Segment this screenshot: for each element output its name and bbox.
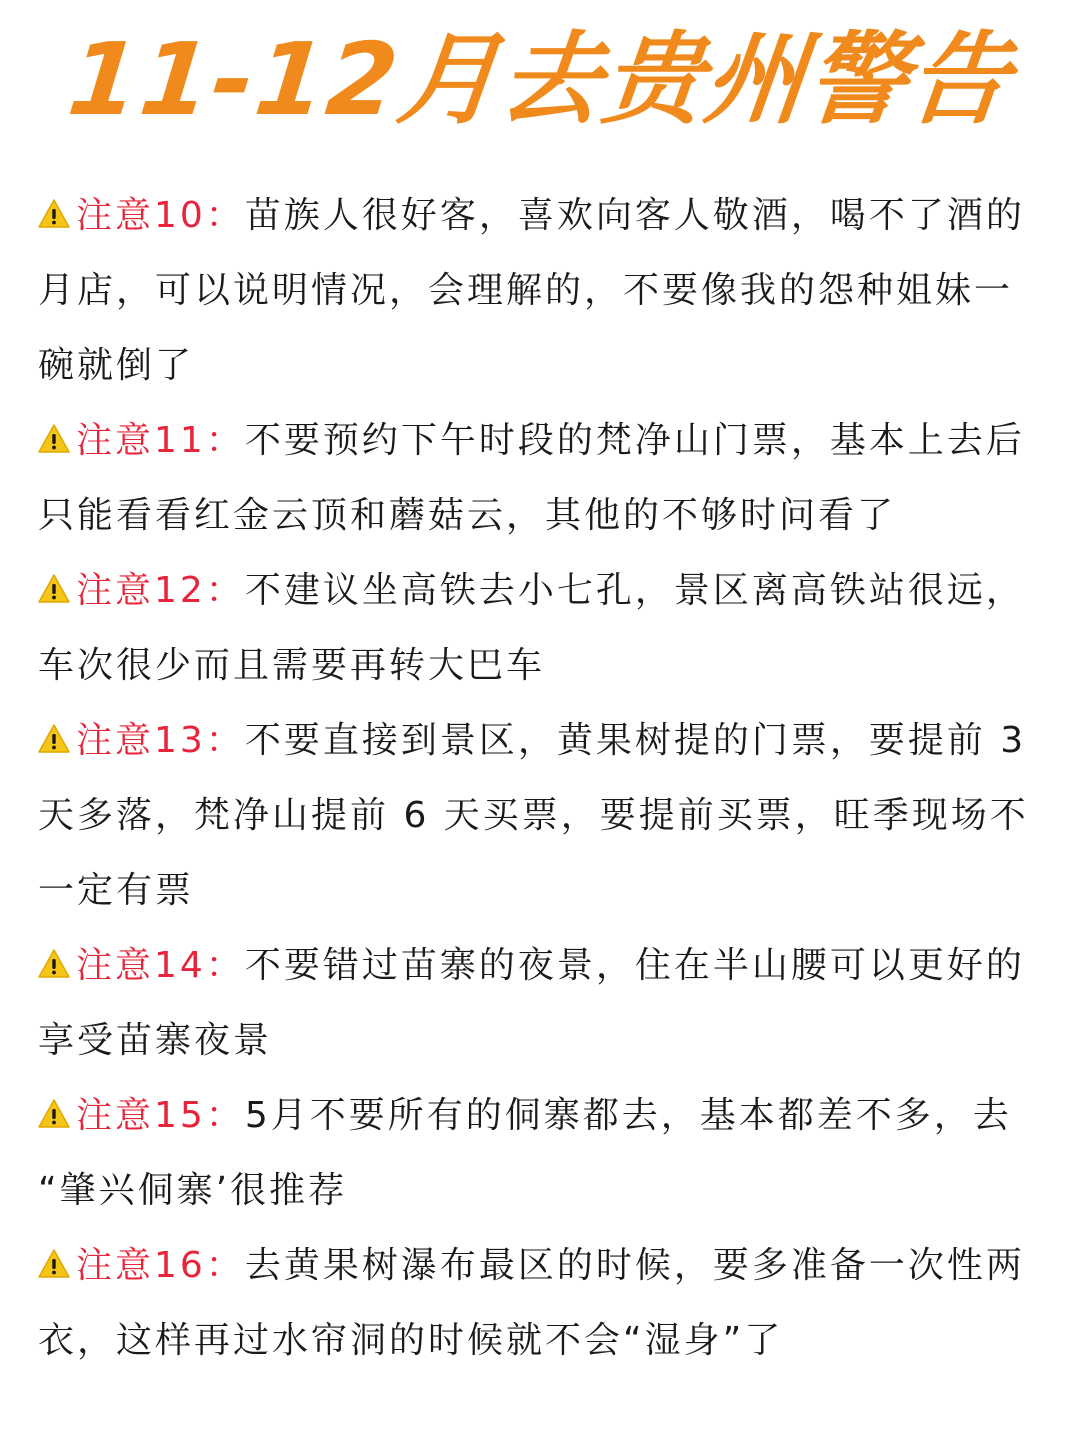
- note-item: [38, 1078, 1048, 1228]
- warning-icon: [38, 198, 70, 230]
- notes-list: [38, 178, 1048, 1378]
- warning-icon: [38, 948, 70, 980]
- note-label: 注意12：: [76, 570, 245, 611]
- note-item: [38, 928, 1048, 1078]
- note-label: 注意14：: [76, 945, 245, 986]
- note-label: 注意13：: [76, 720, 245, 761]
- note-item: [38, 178, 1048, 403]
- note-text: 不要预约下午时段的梵净山门票，基本上去后只能看看红金云顶和蘑菇云，其他的不够时问看了: [38, 420, 1025, 536]
- warning-icon: [38, 723, 70, 755]
- note-label: 注意11：: [76, 420, 245, 461]
- note-label: 注意16：: [76, 1245, 245, 1286]
- note-item: [38, 403, 1048, 553]
- note-text: 去黄果树瀑布最区的时候，要多准备一次性两衣，这样再过水帘洞的时候就不会“湿身”了: [38, 1245, 1025, 1361]
- note-text: 不要直接到景区，黄果树提的门票，要提前 3 天多落，梵净山提前 6 天买票，要提前买票，旺季现场不一定有票: [38, 720, 1029, 911]
- note-text: 不建议坐高铁去小七孔，景区离高铁站很远，车次很少而且需要再转大巴车: [38, 570, 1025, 686]
- note-text: 5月不要所有的侗寨都去，基本都差不多，去 “肇兴侗寨’很推荐: [38, 1095, 1012, 1211]
- warning-icon: [38, 573, 70, 605]
- warning-icon: [38, 1248, 70, 1280]
- note-text: 苗族人很好客，喜欢向客人敬酒，喝不了酒的月店，可以说明情况，会理解的，不要像我的怨种姐妹一碗就倒了: [38, 195, 1025, 386]
- note-item: [38, 553, 1048, 703]
- warning-icon: [38, 423, 70, 455]
- note-text: 不要错过苗寨的夜景，住在半山腰可以更好的享受苗寨夜景: [38, 945, 1025, 1061]
- note-item: [38, 703, 1048, 928]
- note-label: 注意10：: [76, 195, 245, 236]
- warning-icon: [38, 1098, 70, 1130]
- page-title: 11-12月去贵州警告: [62, 21, 1018, 138]
- note-item: [38, 1228, 1048, 1378]
- note-label: 注意15：: [76, 1095, 245, 1136]
